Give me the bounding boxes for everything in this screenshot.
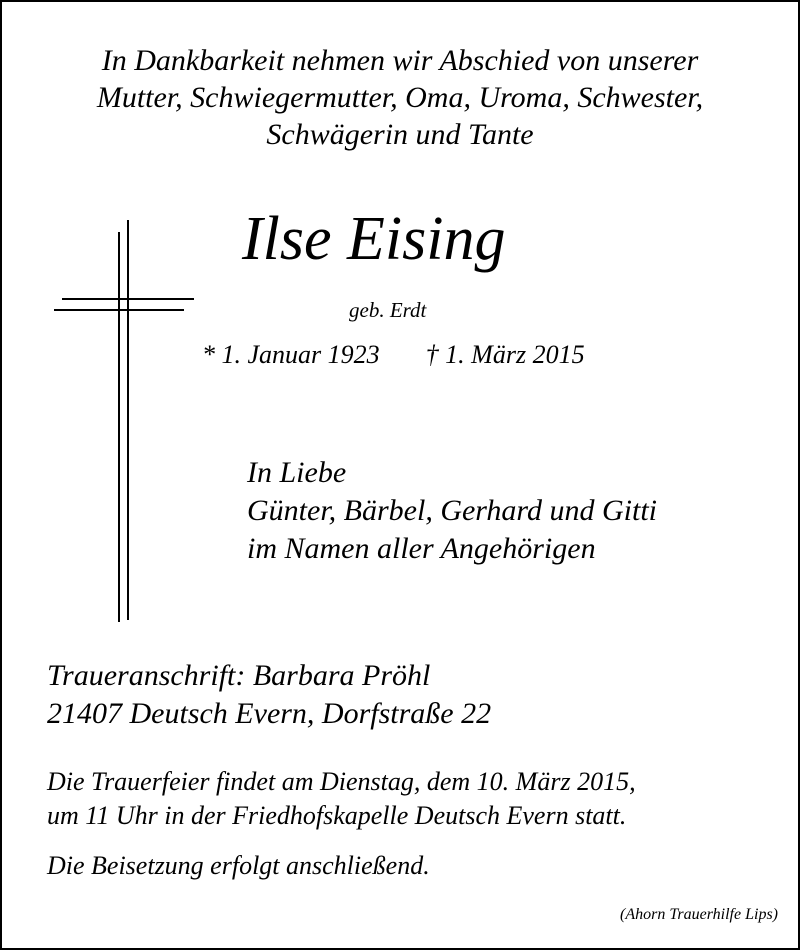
funeral-service-info — [47, 765, 636, 833]
family-signoff — [247, 454, 657, 568]
intro-line-2: Mutter, Schwiegermutter, Oma, Uroma, Schwester, — [96, 81, 704, 114]
signoff-line-2: Günter, Bärbel, Gerhard und Gitti — [247, 494, 657, 527]
intro-line-1: In Dankbarkeit nehmen wir Abschied von unserer — [101, 44, 699, 77]
maiden-name: geb. Erdt — [349, 298, 427, 322]
death-date: † 1. März 2015 — [425, 340, 585, 369]
undertaker-credit: (Ahorn Trauerhilfe Lips) — [620, 906, 778, 923]
intro-text — [2, 42, 798, 153]
signoff-line-1: In Liebe — [247, 456, 347, 489]
birth-date: * 1. Januar 1923 — [202, 340, 380, 369]
address-line-1: Traueranschrift: Barbara Pröhl — [47, 659, 431, 692]
burial-info: Die Beisetzung erfolgt anschließend. — [47, 851, 430, 880]
service-line-2: um 11 Uhr in der Friedhofskapelle Deutsch Evern statt. — [47, 801, 627, 830]
mourning-address — [47, 657, 491, 733]
deceased-name: Ilse Eising — [242, 205, 506, 273]
address-line-2: 21407 Deutsch Evern, Dorfstraße 22 — [47, 697, 492, 730]
signoff-line-3: im Namen aller Angehörigen — [247, 532, 596, 565]
life-dates — [202, 340, 585, 370]
service-line-1: Die Trauerfeier findet am Dienstag, dem 10. März 2015, — [47, 767, 636, 796]
intro-line-3: Schwägerin und Tante — [266, 118, 534, 151]
